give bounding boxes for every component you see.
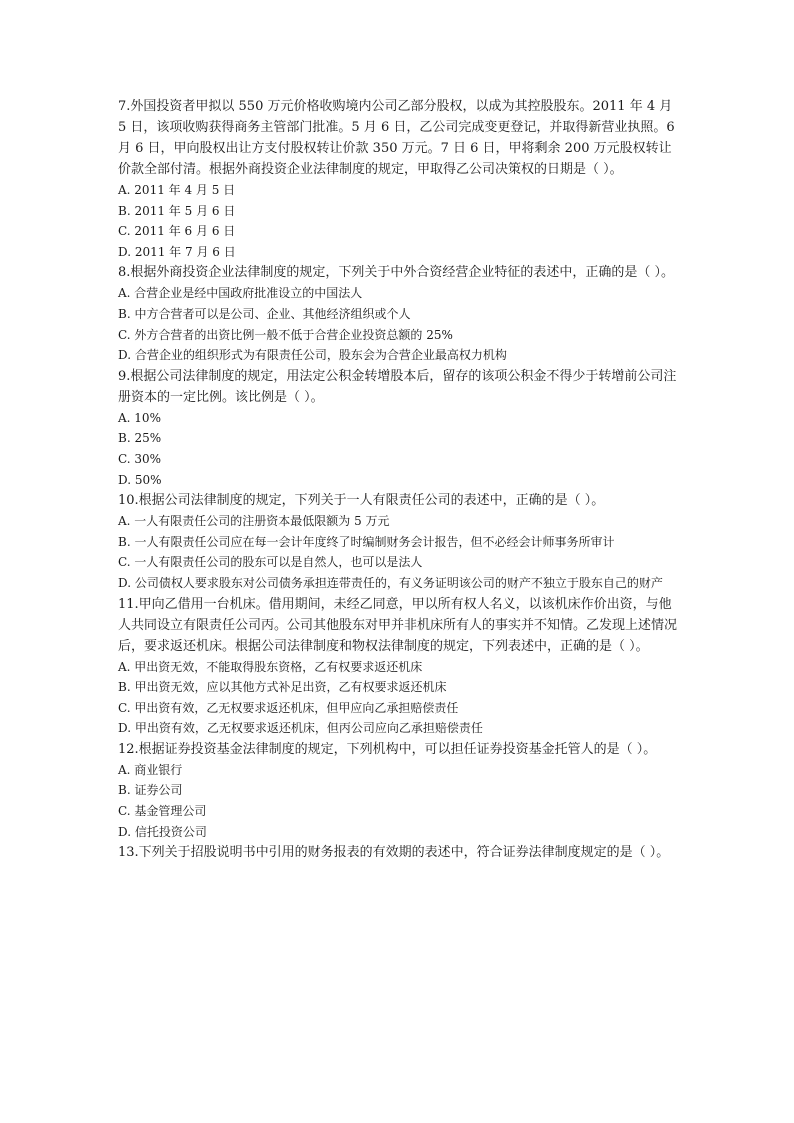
question-13-stem: 13.下列关于招股说明书中引用的财务报表的有效期的表述中，符合证券法律制度规定的是（ ）。: [118, 845, 670, 861]
question-9-option-a: A. 10%: [118, 410, 161, 425]
question-10-option-d: D. 公司债权人要求股东对公司债务承担连带责任的，有义务证明该公司的财产不独立于股东自己的财产: [118, 575, 663, 590]
question-10-option-c: C. 一人有限责任公司的股东可以是自然人，也可以是法人: [118, 555, 423, 570]
question-8-option-c: C. 外方合营者的出资比例一般不低于合营企业投资总额的 25%: [118, 327, 453, 342]
question-7-option-c: C. 2011 年 6 月 6 日: [118, 224, 236, 239]
question-11-option-d: D. 甲出资有效，乙无权要求返还机床，但丙公司应向乙承担赔偿责任: [118, 721, 483, 736]
question-12-option-b: B. 证券公司: [118, 783, 183, 798]
exam-page: [118, 96, 680, 863]
question-7-option-b: B. 2011 年 5 月 6 日: [118, 203, 236, 218]
question-7-stem: 7.外国投资者甲拟以 550 万元价格收购境内公司乙部分股权，以成为其控股股东。2011 年 4 月 5 日，该项收购获得商务主管部门批准。5 月 6 日，乙公司完成变更登记，并取得新营业执照。6 月 6 日，甲向股权出让方支付股权转让价款 350 万元。7 日 6 日，甲将剩余 200 万元股权转让价款全部付清。根据外商投资企业法律制度的规定，甲取得乙公司决策权的日期是（ ）。: [118, 99, 675, 177]
question-8-option-d: D. 合营企业的组织形式为有限责任公司，股东会为合营企业最高权力机构: [118, 348, 507, 363]
question-10-stem: 10.根据公司法律制度的规定，下列关于一人有限责任公司的表述中，正确的是（ ）。: [118, 493, 605, 509]
question-9-stem: 9.根据公司法律制度的规定，用法定公积金转增股本后，留存的该项公积金不得少于转增前公司注册资本的一定比例。该比例是（ ）。: [118, 368, 677, 405]
question-11-option-a: A. 甲出资无效，不能取得股东资格，乙有权要求返还机床: [118, 659, 423, 674]
question-12-option-c: C. 基金管理公司: [118, 804, 207, 819]
question-12-stem: 12.根据证券投资基金法律制度的规定，下列机构中，可以担任证券投资基金托管人的是（ ）。: [118, 741, 657, 757]
question-12-option-d: D. 信托投资公司: [118, 824, 207, 839]
question-12-option-a: A. 商业银行: [118, 762, 183, 777]
question-7-option-d: D. 2011 年 7 月 6 日: [118, 244, 236, 259]
question-11-stem: 11.甲向乙借用一台机床。借用期间，未经乙同意，甲以所有权人名义，以该机床作价出资，与他人共同设立有限责任公司丙。公司其他股东对甲并非机床所有人的事实并不知情。乙发现上述情况后，要求返还机床。根据公司法律制度和物权法律制度的规定，下列表述中，正确的是（ ）。: [118, 596, 678, 654]
question-8-option-b: B. 中方合营者可以是公司、企业、其他经济组织或个人: [118, 306, 411, 321]
question-11-option-c: C. 甲出资有效，乙无权要求返还机床，但甲应向乙承担赔偿责任: [118, 700, 459, 715]
question-8-stem: 8.根据外商投资企业法律制度的规定，下列关于中外合资经营企业特征的表述中，正确的是（ ）。: [118, 265, 675, 281]
question-11-option-b: B. 甲出资无效，应以其他方式补足出资，乙有权要求返还机床: [118, 680, 447, 695]
question-10-option-a: A. 一人有限责任公司的注册资本最低限额为 5 万元: [118, 514, 390, 529]
question-8-option-a: A. 合营企业是经中国政府批准设立的中国法人: [118, 286, 363, 301]
question-10-option-b: B. 一人有限责任公司应在每一会计年度终了时编制财务会计报告，但不必经会计师事务所审计: [118, 534, 615, 549]
question-9-option-d: D. 50%: [118, 472, 162, 487]
question-7-option-a: A. 2011 年 4 月 5 日: [118, 183, 236, 197]
question-9-option-b: B. 25%: [118, 431, 162, 446]
question-9-option-c: C. 30%: [118, 451, 162, 466]
